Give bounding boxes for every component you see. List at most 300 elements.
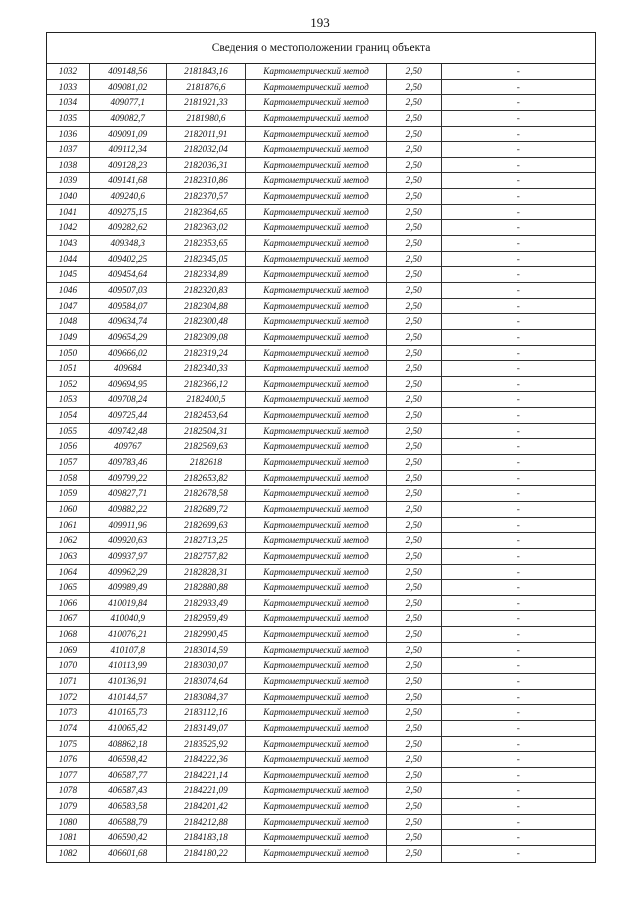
cell-method: Картометрический метод: [246, 690, 386, 705]
cell-point-number: 1074: [47, 721, 90, 736]
table-row: [47, 111, 595, 127]
cell-accuracy: 2,50: [387, 220, 442, 235]
cell-description: -: [516, 691, 520, 702]
cell-method: Картометрический метод: [246, 111, 386, 126]
cell-description: -: [516, 175, 520, 186]
cell-point-number: 1075: [47, 737, 90, 752]
cell-point-number: 1056: [47, 439, 90, 454]
cell-x-coordinate: 410165,73: [90, 705, 167, 720]
cell-point-number: 1046: [47, 283, 90, 298]
cell-x-coordinate: 409240,6: [90, 189, 167, 204]
cell-method: Картометрический метод: [246, 346, 386, 361]
cell-description: -: [516, 738, 520, 749]
cell-description: -: [516, 832, 520, 843]
cell-method: Картометрический метод: [246, 486, 386, 501]
cell-accuracy: 2,50: [387, 533, 442, 548]
cell-y-coordinate: 2184183,18: [167, 830, 247, 845]
cell-description: -: [516, 97, 520, 108]
cell-point-number: 1044: [47, 252, 90, 267]
cell-description: -: [516, 269, 520, 280]
table-row: [47, 252, 595, 268]
table-row: [47, 220, 595, 236]
cell-point-number: 1032: [47, 64, 90, 79]
cell-method: Картометрический метод: [246, 768, 386, 783]
cell-x-coordinate: 409708,24: [90, 392, 167, 407]
cell-method: Картометрический метод: [246, 783, 386, 798]
cell-point-number: 1082: [47, 846, 90, 862]
cell-x-coordinate: 408862,18: [90, 737, 167, 752]
cell-description: -: [516, 629, 520, 640]
cell-x-coordinate: 410107,8: [90, 643, 167, 658]
cell-method: Картометрический метод: [246, 142, 386, 157]
cell-method: Картометрический метод: [246, 314, 386, 329]
cell-y-coordinate: 2182689,72: [167, 502, 247, 517]
cell-accuracy: 2,50: [387, 252, 442, 267]
cell-point-number: 1035: [47, 111, 90, 126]
table-row: [47, 361, 595, 377]
table-row: [47, 142, 595, 158]
cell-x-coordinate: 409081,02: [90, 80, 167, 95]
cell-point-number: 1038: [47, 158, 90, 173]
cell-accuracy: 2,50: [387, 377, 442, 392]
cell-x-coordinate: 409937,97: [90, 549, 167, 564]
cell-x-coordinate: 409684: [90, 361, 167, 376]
cell-method: Картометрический метод: [246, 752, 386, 767]
cell-y-coordinate: 2182353,65: [167, 236, 247, 251]
cell-description: -: [516, 457, 520, 468]
cell-point-number: 1076: [47, 752, 90, 767]
cell-description: -: [516, 191, 520, 202]
cell-accuracy: 2,50: [387, 299, 442, 314]
table-row: [47, 205, 595, 221]
cell-point-number: 1036: [47, 127, 90, 142]
table-row: [47, 471, 595, 487]
cell-x-coordinate: 409725,44: [90, 408, 167, 423]
cell-x-coordinate: 410019,84: [90, 596, 167, 611]
page-number: 193: [310, 15, 330, 30]
cell-y-coordinate: 2181843,16: [167, 64, 247, 79]
table-row: [47, 267, 595, 283]
cell-x-coordinate: 409507,03: [90, 283, 167, 298]
cell-x-coordinate: 409148,56: [90, 64, 167, 79]
table-row: [47, 64, 595, 80]
cell-point-number: 1060: [47, 502, 90, 517]
cell-description: -: [516, 441, 520, 452]
cell-y-coordinate: 2182618: [167, 455, 247, 470]
cell-method: Картометрический метод: [246, 549, 386, 564]
cell-accuracy: 2,50: [387, 830, 442, 845]
cell-y-coordinate: 2182036,31: [167, 158, 247, 173]
cell-y-coordinate: 2182319,24: [167, 346, 247, 361]
cell-method: Картометрический метод: [246, 565, 386, 580]
table-row: [47, 486, 595, 502]
cell-accuracy: 2,50: [387, 658, 442, 673]
cell-description: -: [516, 347, 520, 358]
table-row: [47, 846, 595, 862]
table-row: [47, 424, 595, 440]
cell-accuracy: 2,50: [387, 486, 442, 501]
cell-point-number: 1048: [47, 314, 90, 329]
cell-description: -: [516, 816, 520, 827]
cell-accuracy: 2,50: [387, 330, 442, 345]
cell-y-coordinate: 2183149,07: [167, 721, 247, 736]
cell-description: -: [516, 848, 520, 859]
cell-accuracy: 2,50: [387, 439, 442, 454]
table-row: [47, 377, 595, 393]
table-row: [47, 565, 595, 581]
cell-x-coordinate: 409920,63: [90, 533, 167, 548]
cell-description: -: [516, 722, 520, 733]
table-row: [47, 611, 595, 627]
cell-point-number: 1064: [47, 565, 90, 580]
cell-y-coordinate: 2182309,08: [167, 330, 247, 345]
cell-method: Картометрический метод: [246, 658, 386, 673]
cell-point-number: 1037: [47, 142, 90, 157]
cell-accuracy: 2,50: [387, 627, 442, 642]
cell-method: Картометрический метод: [246, 596, 386, 611]
cell-method: Картометрический метод: [246, 721, 386, 736]
cell-point-number: 1042: [47, 220, 90, 235]
cell-method: Картометрический метод: [246, 127, 386, 142]
cell-y-coordinate: 2182699,63: [167, 518, 247, 533]
cell-method: Картометрический метод: [246, 439, 386, 454]
cell-point-number: 1062: [47, 533, 90, 548]
cell-method: Картометрический метод: [246, 502, 386, 517]
cell-point-number: 1041: [47, 205, 90, 220]
cell-point-number: 1077: [47, 768, 90, 783]
cell-x-coordinate: 409091,09: [90, 127, 167, 142]
cell-description: -: [516, 112, 520, 123]
cell-point-number: 1045: [47, 267, 90, 282]
cell-point-number: 1040: [47, 189, 90, 204]
cell-method: Картометрический метод: [246, 471, 386, 486]
cell-x-coordinate: 409275,15: [90, 205, 167, 220]
cell-description: -: [516, 660, 520, 671]
cell-accuracy: 2,50: [387, 158, 442, 173]
cell-y-coordinate: 2183014,59: [167, 643, 247, 658]
cell-point-number: 1033: [47, 80, 90, 95]
table-row: [47, 95, 595, 111]
cell-method: Картометрический метод: [246, 252, 386, 267]
cell-description: -: [516, 394, 520, 405]
cell-description: -: [516, 410, 520, 421]
cell-method: Картометрический метод: [246, 95, 386, 110]
cell-method: Картометрический метод: [246, 580, 386, 595]
table-row: [47, 643, 595, 659]
cell-description: -: [516, 597, 520, 608]
table-body: [47, 64, 595, 862]
cell-accuracy: 2,50: [387, 737, 442, 752]
cell-point-number: 1047: [47, 299, 90, 314]
cell-description: -: [516, 300, 520, 311]
cell-y-coordinate: 2182366,12: [167, 377, 247, 392]
table-row: [47, 705, 595, 721]
table-row: [47, 408, 595, 424]
cell-x-coordinate: 409654,29: [90, 330, 167, 345]
cell-y-coordinate: 2184221,09: [167, 783, 247, 798]
table-row: [47, 737, 595, 753]
cell-x-coordinate: 409082,7: [90, 111, 167, 126]
cell-x-coordinate: 410136,91: [90, 674, 167, 689]
table-row: [47, 80, 595, 96]
cell-description: -: [516, 238, 520, 249]
cell-description: -: [516, 785, 520, 796]
cell-x-coordinate: 409767: [90, 439, 167, 454]
table-row: [47, 580, 595, 596]
cell-y-coordinate: 2182300,48: [167, 314, 247, 329]
cell-accuracy: 2,50: [387, 205, 442, 220]
cell-description: -: [516, 535, 520, 546]
cell-point-number: 1063: [47, 549, 90, 564]
cell-description: -: [516, 519, 520, 530]
cell-x-coordinate: 409402,25: [90, 252, 167, 267]
cell-description: -: [516, 675, 520, 686]
cell-point-number: 1065: [47, 580, 90, 595]
cell-y-coordinate: 2182959,49: [167, 611, 247, 626]
cell-point-number: 1049: [47, 330, 90, 345]
cell-y-coordinate: 2182320,83: [167, 283, 247, 298]
cell-method: Картометрический метод: [246, 377, 386, 392]
cell-x-coordinate: 409911,96: [90, 518, 167, 533]
cell-point-number: 1050: [47, 346, 90, 361]
cell-description: -: [516, 81, 520, 92]
cell-x-coordinate: 409282,62: [90, 220, 167, 235]
cell-y-coordinate: 2182678,58: [167, 486, 247, 501]
cell-description: -: [516, 144, 520, 155]
cell-y-coordinate: 2182504,31: [167, 424, 247, 439]
cell-method: Картометрический метод: [246, 236, 386, 251]
table-row: [47, 830, 595, 846]
cell-point-number: 1058: [47, 471, 90, 486]
cell-point-number: 1059: [47, 486, 90, 501]
table-row: [47, 236, 595, 252]
cell-description: -: [516, 769, 520, 780]
table-row: [47, 799, 595, 815]
cell-description: -: [516, 613, 520, 624]
cell-x-coordinate: 409077,1: [90, 95, 167, 110]
cell-description: -: [516, 222, 520, 233]
cell-accuracy: 2,50: [387, 142, 442, 157]
cell-accuracy: 2,50: [387, 346, 442, 361]
cell-accuracy: 2,50: [387, 314, 442, 329]
cell-accuracy: 2,50: [387, 752, 442, 767]
cell-y-coordinate: 2184221,14: [167, 768, 247, 783]
cell-point-number: 1066: [47, 596, 90, 611]
cell-method: Картометрический метод: [246, 518, 386, 533]
cell-method: Картометрический метод: [246, 267, 386, 282]
cell-y-coordinate: 2182364,65: [167, 205, 247, 220]
cell-point-number: 1043: [47, 236, 90, 251]
cell-method: Картометрический метод: [246, 361, 386, 376]
cell-x-coordinate: 409799,22: [90, 471, 167, 486]
cell-x-coordinate: 409783,46: [90, 455, 167, 470]
cell-y-coordinate: 2182310,86: [167, 173, 247, 188]
cell-description: -: [516, 206, 520, 217]
cell-y-coordinate: 2182757,82: [167, 549, 247, 564]
cell-y-coordinate: 2182363,02: [167, 220, 247, 235]
cell-y-coordinate: 2183525,92: [167, 737, 247, 752]
cell-accuracy: 2,50: [387, 361, 442, 376]
cell-point-number: 1053: [47, 392, 90, 407]
cell-method: Картометрический метод: [246, 455, 386, 470]
cell-y-coordinate: 2184212,88: [167, 815, 247, 830]
cell-x-coordinate: 406601,68: [90, 846, 167, 862]
cell-point-number: 1073: [47, 705, 90, 720]
cell-accuracy: 2,50: [387, 690, 442, 705]
cell-description: -: [516, 128, 520, 139]
table-row: [47, 439, 595, 455]
cell-point-number: 1054: [47, 408, 90, 423]
table-title: Сведения о местоположении границ объекта: [47, 33, 595, 64]
table-row: [47, 189, 595, 205]
cell-point-number: 1055: [47, 424, 90, 439]
table-row: [47, 533, 595, 549]
cell-y-coordinate: 2183074,64: [167, 674, 247, 689]
cell-y-coordinate: 2182569,63: [167, 439, 247, 454]
cell-accuracy: 2,50: [387, 783, 442, 798]
cell-x-coordinate: 406588,79: [90, 815, 167, 830]
cell-accuracy: 2,50: [387, 455, 442, 470]
cell-y-coordinate: 2182304,88: [167, 299, 247, 314]
cell-y-coordinate: 2182400,5: [167, 392, 247, 407]
cell-point-number: 1070: [47, 658, 90, 673]
cell-method: Картометрический метод: [246, 627, 386, 642]
cell-method: Картометрический метод: [246, 643, 386, 658]
cell-point-number: 1079: [47, 799, 90, 814]
cell-x-coordinate: 409742,48: [90, 424, 167, 439]
table-row: [47, 627, 595, 643]
cell-x-coordinate: 406598,42: [90, 752, 167, 767]
cell-point-number: 1081: [47, 830, 90, 845]
cell-x-coordinate: 410076,21: [90, 627, 167, 642]
table-row: [47, 768, 595, 784]
cell-method: Картометрический метод: [246, 799, 386, 814]
cell-point-number: 1052: [47, 377, 90, 392]
cell-y-coordinate: 2182653,82: [167, 471, 247, 486]
cell-x-coordinate: 409962,29: [90, 565, 167, 580]
cell-y-coordinate: 2182933,49: [167, 596, 247, 611]
table-row: [47, 815, 595, 831]
cell-accuracy: 2,50: [387, 799, 442, 814]
cell-accuracy: 2,50: [387, 674, 442, 689]
cell-x-coordinate: 409348,3: [90, 236, 167, 251]
cell-method: Картометрический метод: [246, 189, 386, 204]
cell-x-coordinate: 409141,68: [90, 173, 167, 188]
cell-point-number: 1078: [47, 783, 90, 798]
table-row: [47, 518, 595, 534]
cell-method: Картометрический метод: [246, 830, 386, 845]
cell-y-coordinate: 2182340,33: [167, 361, 247, 376]
cell-description: -: [516, 503, 520, 514]
table-row: [47, 455, 595, 471]
cell-description: -: [516, 644, 520, 655]
cell-description: -: [516, 66, 520, 76]
cell-accuracy: 2,50: [387, 424, 442, 439]
cell-description: -: [516, 754, 520, 765]
cell-accuracy: 2,50: [387, 611, 442, 626]
cell-y-coordinate: 2182345,05: [167, 252, 247, 267]
cell-accuracy: 2,50: [387, 580, 442, 595]
cell-method: Картометрический метод: [246, 533, 386, 548]
cell-point-number: 1051: [47, 361, 90, 376]
table-row: [47, 173, 595, 189]
cell-accuracy: 2,50: [387, 518, 442, 533]
cell-x-coordinate: 410113,99: [90, 658, 167, 673]
table-row: [47, 158, 595, 174]
cell-description: -: [516, 284, 520, 295]
cell-point-number: 1072: [47, 690, 90, 705]
cell-accuracy: 2,50: [387, 95, 442, 110]
cell-y-coordinate: 2181876,6: [167, 80, 247, 95]
table-row: [47, 549, 595, 565]
table-row: [47, 392, 595, 408]
cell-description: -: [516, 472, 520, 483]
cell-x-coordinate: 409454,64: [90, 267, 167, 282]
cell-description: -: [516, 316, 520, 327]
cell-description: -: [516, 566, 520, 577]
cell-method: Картометрический метод: [246, 299, 386, 314]
cell-accuracy: 2,50: [387, 267, 442, 282]
cell-x-coordinate: 409128,23: [90, 158, 167, 173]
table-row: [47, 314, 595, 330]
cell-description: -: [516, 801, 520, 812]
cell-description: -: [516, 582, 520, 593]
cell-method: Картометрический метод: [246, 392, 386, 407]
cell-point-number: 1061: [47, 518, 90, 533]
cell-point-number: 1068: [47, 627, 90, 642]
cell-y-coordinate: 2183084,37: [167, 690, 247, 705]
cell-method: Картометрический метод: [246, 220, 386, 235]
cell-x-coordinate: 409694,95: [90, 377, 167, 392]
cell-y-coordinate: 2182032,04: [167, 142, 247, 157]
cell-y-coordinate: 2182453,64: [167, 408, 247, 423]
cell-x-coordinate: 409827,71: [90, 486, 167, 501]
table-row: [47, 674, 595, 690]
cell-point-number: 1071: [47, 674, 90, 689]
cell-description: -: [516, 488, 520, 499]
cell-accuracy: 2,50: [387, 846, 442, 862]
cell-y-coordinate: 2182828,31: [167, 565, 247, 580]
cell-y-coordinate: 2183030,07: [167, 658, 247, 673]
cell-method: Картометрический метод: [246, 330, 386, 345]
cell-y-coordinate: 2183112,16: [167, 705, 247, 720]
table-row: [47, 283, 595, 299]
cell-accuracy: 2,50: [387, 189, 442, 204]
cell-description: -: [516, 550, 520, 561]
cell-accuracy: 2,50: [387, 502, 442, 517]
cell-x-coordinate: 409882,22: [90, 502, 167, 517]
cell-method: Картометрический метод: [246, 205, 386, 220]
cell-method: Картометрический метод: [246, 705, 386, 720]
cell-method: Картометрический метод: [246, 158, 386, 173]
cell-y-coordinate: 2182370,57: [167, 189, 247, 204]
cell-accuracy: 2,50: [387, 549, 442, 564]
cell-accuracy: 2,50: [387, 236, 442, 251]
cell-y-coordinate: 2182334,89: [167, 267, 247, 282]
cell-accuracy: 2,50: [387, 643, 442, 658]
cell-accuracy: 2,50: [387, 471, 442, 486]
cell-method: Картометрический метод: [246, 64, 386, 79]
cell-description: -: [516, 159, 520, 170]
cell-method: Картометрический метод: [246, 737, 386, 752]
cell-accuracy: 2,50: [387, 173, 442, 188]
cell-accuracy: 2,50: [387, 64, 442, 79]
cell-method: Картометрический метод: [246, 424, 386, 439]
cell-description: -: [516, 378, 520, 389]
cell-point-number: 1069: [47, 643, 90, 658]
cell-x-coordinate: 409112,34: [90, 142, 167, 157]
cell-y-coordinate: 2182990,45: [167, 627, 247, 642]
